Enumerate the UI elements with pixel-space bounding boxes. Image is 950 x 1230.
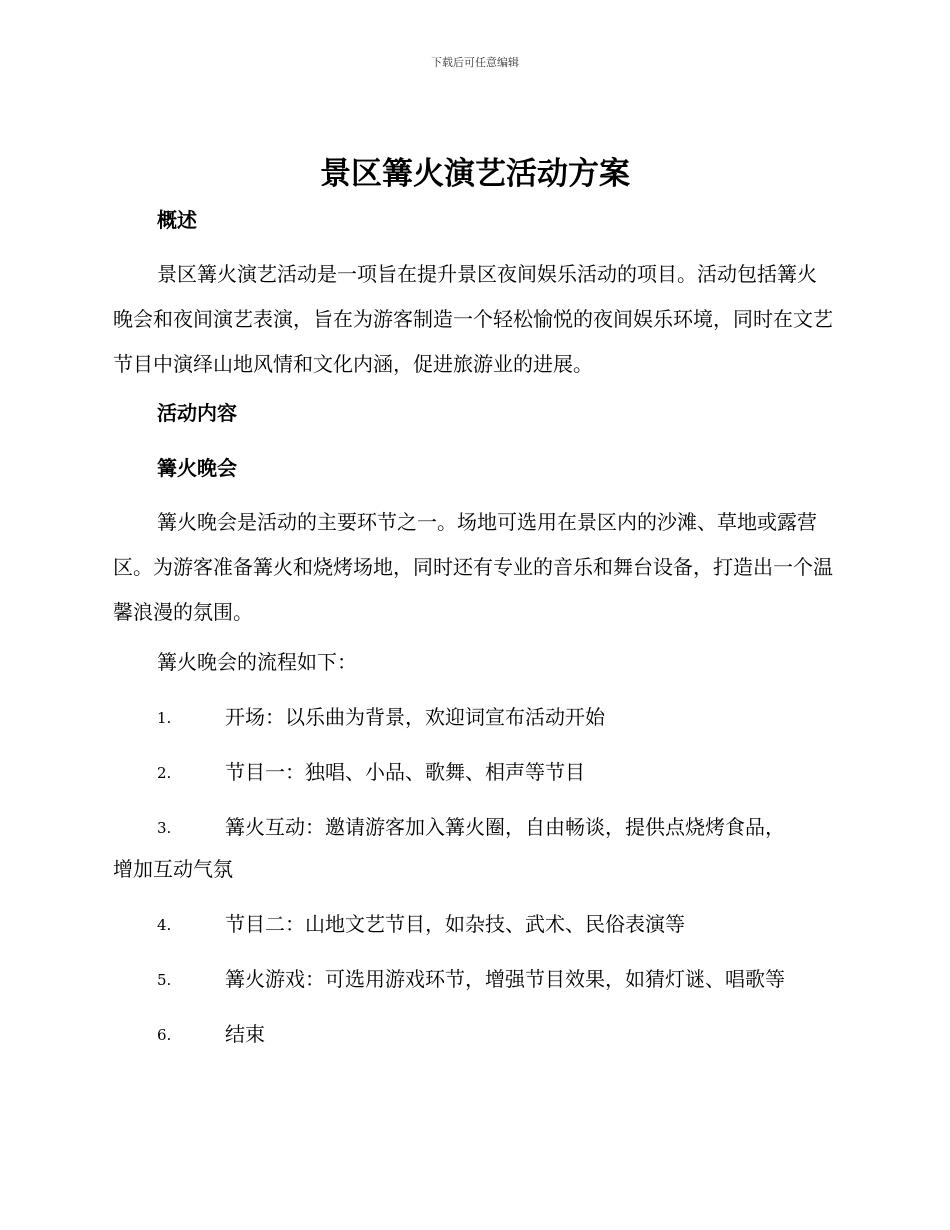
list-item-text: 节目二：山地文艺节目，如杂技、武术、民俗表演等 bbox=[225, 912, 685, 936]
list-item-number: 1. bbox=[157, 709, 172, 727]
list-item-text: 篝火互动：邀请游客加入篝火圈，自由畅谈，提供点烧烤食品， bbox=[225, 815, 785, 839]
list-item-text: 节目一：独唱、小品、歌舞、相声等节目 bbox=[225, 760, 585, 784]
list-item-number: 6. bbox=[157, 1026, 172, 1044]
list-item-text: 篝火游戏：可选用游戏环节，增强节目效果，如猜灯谜、唱歌等 bbox=[225, 967, 785, 991]
list-item-number: 5. bbox=[157, 971, 172, 989]
section-heading-overview: 概述 bbox=[157, 208, 197, 232]
list-item-text-continued: 增加互动气氛 bbox=[113, 857, 233, 881]
document-title: 景区篝火演艺活动方案 bbox=[320, 156, 630, 192]
header-note: 下载后可任意编辑 bbox=[431, 56, 519, 69]
flow-intro: 篝火晚会的流程如下： bbox=[157, 650, 357, 674]
list-item-number: 2. bbox=[157, 764, 172, 782]
list-item-text: 开场：以乐曲为背景，欢迎词宣布活动开始 bbox=[225, 705, 605, 729]
list-item-number: 4. bbox=[157, 916, 172, 934]
section-heading-bonfire: 篝火晚会 bbox=[157, 456, 237, 480]
list-item-number: 3. bbox=[157, 819, 172, 837]
overview-paragraph: 景区篝火演艺活动是一项旨在提升景区夜间娱乐活动的项目。活动包括篝火晚会和夜间演艺表演，旨在为游客制造一个轻松愉悦的夜间娱乐环境，同时在文艺节目中演绎山地风情和文化内涵，促进旅游业的进展。 bbox=[113, 262, 833, 376]
section-heading-content: 活动内容 bbox=[157, 401, 237, 425]
list-item-text: 结束 bbox=[225, 1022, 265, 1046]
bonfire-paragraph: 篝火晚会是活动的主要环节之一。场地可选用在景区内的沙滩、草地或露营区。为游客准备篝火和烧烤场地，同时还有专业的音乐和舞台设备，打造出一个温馨浪漫的氛围。 bbox=[113, 510, 833, 624]
